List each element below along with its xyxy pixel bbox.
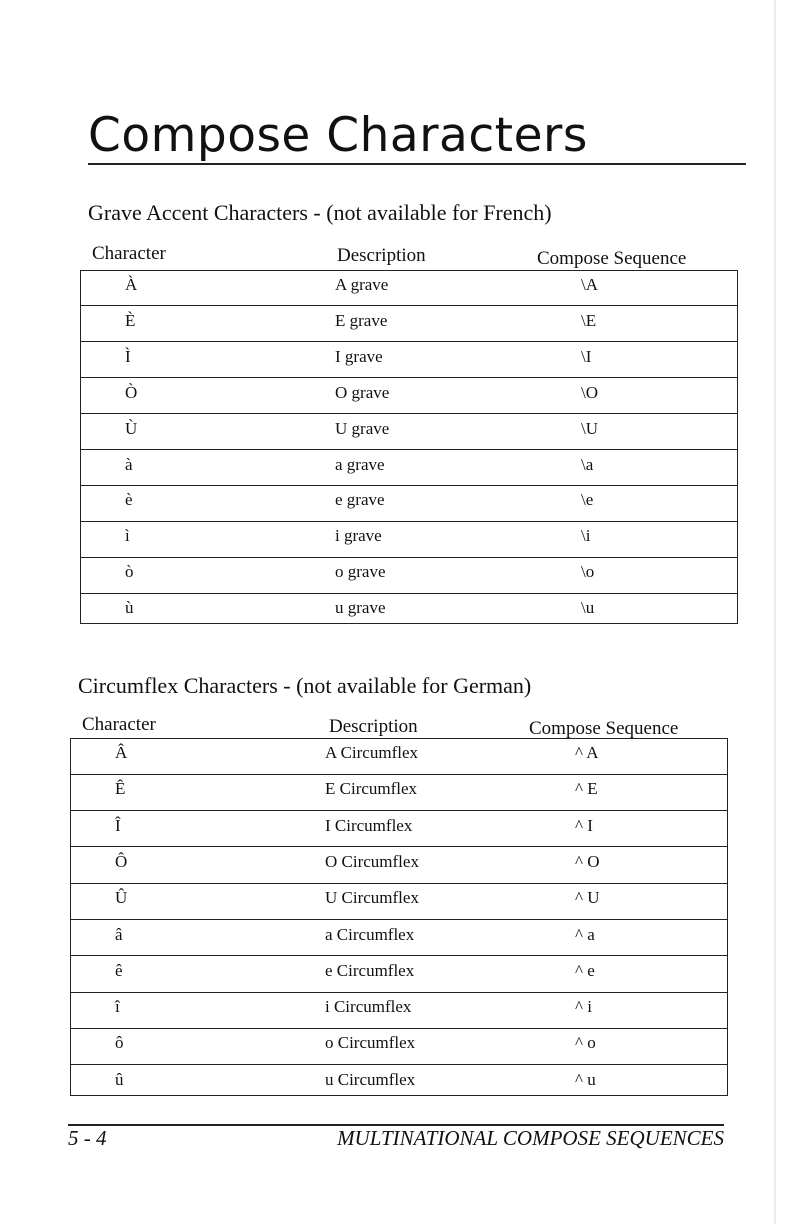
description-cell: A Circumflex: [325, 743, 419, 762]
character-cell: ô: [115, 1033, 124, 1053]
grave-table: [80, 270, 738, 624]
compose-sequence-cell: ^ E: [575, 779, 598, 799]
description-cell: I grave: [335, 346, 383, 366]
character-cell: È: [125, 310, 136, 330]
table-row: [71, 848, 727, 884]
table-row: [81, 558, 737, 593]
character-cell: À: [125, 275, 138, 294]
description-cell: u grave: [335, 598, 386, 618]
grave-header-character: Character: [92, 243, 166, 264]
table-row: [71, 993, 727, 1029]
description-cell: a Circumflex: [325, 924, 415, 944]
description-cell: i grave: [335, 526, 382, 546]
character-cell: û: [115, 1069, 124, 1089]
character-cell: Ô: [115, 851, 128, 871]
circumflex-header-description: Description: [329, 716, 418, 737]
grave-section-heading: Grave Accent Characters - (not available for French): [88, 200, 552, 225]
description-cell: U grave: [335, 418, 390, 438]
character-cell: Ù: [125, 418, 138, 438]
compose-sequence-cell: ^ e: [575, 960, 595, 980]
description-cell: U Circumflex: [325, 888, 419, 908]
character-cell: Ê: [115, 779, 126, 799]
table-row: [81, 522, 737, 557]
table-row: [71, 1066, 727, 1101]
character-cell: è: [125, 490, 133, 510]
circumflex-section-heading: Circumflex Characters - (not available for German): [78, 673, 532, 698]
circumflex-table: [70, 738, 728, 1096]
character-cell: Î: [115, 815, 121, 835]
character-cell: Ì: [125, 346, 131, 366]
circumflex-header-character: Character: [82, 714, 156, 735]
description-cell: I Circumflex: [325, 815, 413, 835]
table-row: [81, 486, 737, 521]
description-cell: O Circumflex: [325, 851, 419, 871]
grave-header-description: Description: [337, 245, 426, 266]
character-cell: ì: [125, 526, 130, 546]
page-title: Compose Characters: [88, 108, 588, 163]
character-cell: Ò: [125, 382, 138, 402]
compose-sequence-cell: ^ U: [575, 888, 600, 908]
character-cell: â: [115, 924, 123, 944]
table-row: [81, 594, 737, 628]
description-cell: E Circumflex: [325, 779, 418, 799]
compose-sequence-cell: ^ I: [575, 815, 593, 835]
character-cell: ù: [125, 598, 134, 618]
description-cell: a grave: [335, 454, 385, 474]
table-row: [71, 1029, 727, 1065]
character-cell: î: [115, 997, 120, 1017]
compose-sequence-cell: ^ A: [575, 743, 599, 762]
table-row: [81, 271, 737, 306]
description-cell: A grave: [335, 275, 389, 294]
compose-sequence-cell: \a: [581, 454, 594, 474]
table-row: [81, 343, 737, 378]
character-cell: Û: [115, 888, 128, 908]
character-cell: ê: [115, 960, 123, 980]
table-row: [71, 884, 727, 920]
table-row: [81, 379, 737, 414]
compose-sequence-cell: ^ u: [575, 1069, 596, 1089]
footer-page-number: 5 - 4: [68, 1126, 107, 1150]
grave-header-sequence: Compose Sequence: [537, 248, 687, 269]
table-row: [71, 921, 727, 957]
description-cell: i Circumflex: [325, 997, 412, 1017]
compose-sequence-cell: ^ a: [575, 924, 595, 944]
circumflex-header-sequence: Compose Sequence: [529, 718, 679, 739]
character-cell: Â: [115, 743, 128, 762]
table-row: [81, 415, 737, 450]
compose-sequence-cell: \U: [581, 418, 598, 438]
table-row: [71, 957, 727, 993]
description-cell: e Circumflex: [325, 960, 415, 980]
table-row: [81, 307, 737, 342]
compose-sequence-cell: \O: [581, 382, 598, 402]
compose-sequence-cell: ^ o: [575, 1033, 596, 1053]
table-row: [71, 812, 727, 848]
compose-sequence-cell: ^ O: [575, 851, 600, 871]
description-cell: o grave: [335, 562, 386, 582]
character-cell: à: [125, 454, 133, 474]
description-cell: o Circumflex: [325, 1033, 416, 1053]
description-cell: e grave: [335, 490, 385, 510]
compose-sequence-cell: \i: [581, 526, 591, 546]
description-cell: u Circumflex: [325, 1069, 416, 1089]
compose-sequence-cell: \e: [581, 490, 594, 510]
compose-sequence-cell: \I: [581, 346, 592, 366]
table-row: [81, 451, 737, 486]
footer-section-title: MULTINATIONAL COMPOSE SEQUENCES: [337, 1126, 724, 1150]
title-rule: [88, 163, 746, 165]
description-cell: O grave: [335, 382, 390, 402]
character-cell: ò: [125, 562, 134, 582]
table-row: [71, 775, 727, 811]
compose-sequence-cell: \E: [581, 310, 597, 330]
description-cell: E grave: [335, 310, 388, 330]
compose-sequence-cell: \o: [581, 562, 595, 582]
compose-sequence-cell: \A: [581, 275, 598, 294]
page-edge: [774, 0, 776, 1224]
compose-sequence-cell: \u: [581, 598, 595, 618]
table-row: [71, 739, 727, 775]
compose-sequence-cell: ^ i: [575, 997, 592, 1017]
